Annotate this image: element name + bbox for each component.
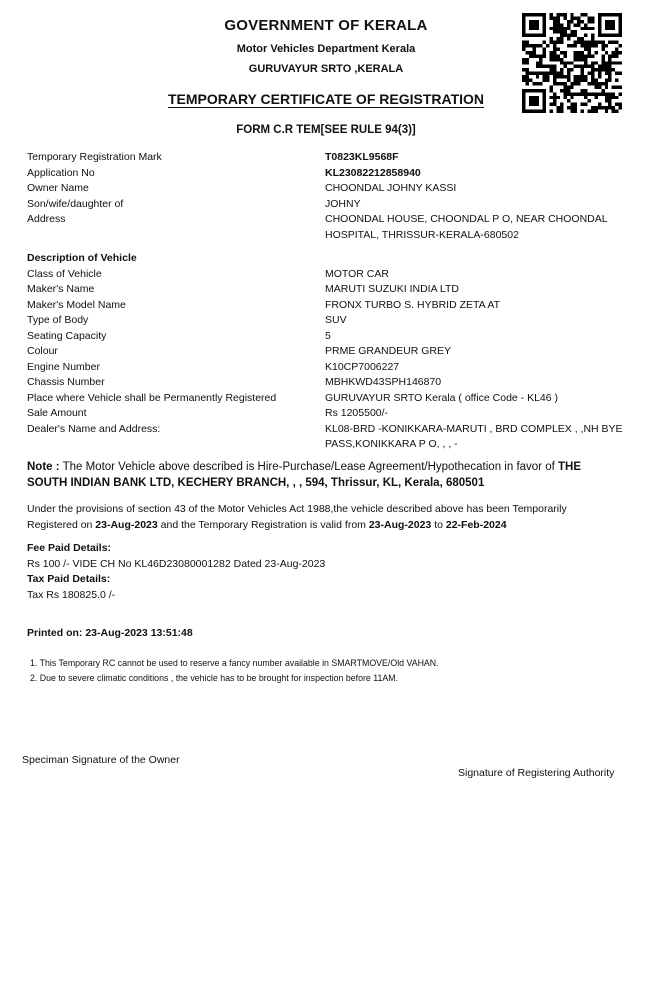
row-registration-place (27, 391, 627, 407)
remark-item: 1. This Temporary RC cannot be used to reserve a fancy number available in SMARTMOVE/Old VAHAN. (30, 658, 439, 668)
valid-from-date: 23-Aug-2023 (368, 518, 432, 531)
label-registration-mark: Temporary Registration Mark (27, 151, 162, 163)
fee-title: Fee Paid Details: (27, 542, 112, 554)
provision-text-2: and the Temporary Registration is valid from (157, 518, 369, 531)
value-registration-place: GURUVAYUR SRTO Kerala ( office Code - KL46 ) (325, 391, 559, 404)
label-application-no: Application No (27, 166, 95, 179)
registered-date: 23-Aug-2023 (95, 518, 158, 531)
label-registration-place: Place where Vehicle shall be Permanently Registered (27, 391, 277, 404)
label-chassis: Chassis Number (27, 376, 105, 388)
department-name: Motor Vehicles Department Kerala (236, 43, 416, 55)
row-class (27, 267, 627, 283)
printed-on: Printed on: 23-Aug-2023 13:51:48 (27, 627, 193, 639)
label-class: Class of Vehicle (27, 267, 102, 280)
label-address: Address (27, 213, 66, 225)
label-relation: Son/wife/daughter of (27, 197, 124, 210)
hypothecation-note (27, 459, 617, 491)
office-name: GURUVAYUR SRTO ,KERALA (248, 63, 404, 75)
label-dealer: Dealer's Name and Address: (27, 422, 161, 435)
row-owner-name (27, 181, 627, 197)
value-address: CHOONDAL HOUSE, CHOONDAL P O, NEAR CHOONDAL HOSPITAL, THRISSUR-KERALA-680502 (325, 213, 608, 241)
value-relation: JOHNY (325, 197, 361, 210)
label-maker: Maker's Name (27, 283, 95, 295)
row-seating (27, 329, 627, 345)
row-dealer (27, 422, 627, 453)
row-colour (27, 344, 627, 360)
government-heading: GOVERNMENT OF KERALA (224, 17, 428, 34)
row-registration-mark (27, 150, 627, 166)
value-class: MOTOR CAR (325, 267, 389, 280)
row-model (27, 298, 627, 314)
tax-value: Tax Rs 180825.0 /- (27, 588, 116, 601)
row-relation (27, 197, 627, 213)
certificate-title: TEMPORARY CERTIFICATE OF REGISTRATION (167, 91, 485, 107)
provision-text-3: to (431, 518, 446, 531)
note-label: Note : (27, 461, 60, 473)
vehicle-section-title: Description of Vehicle (27, 252, 137, 264)
provision-paragraph (27, 502, 617, 533)
fee-value: Rs 100 /- VIDE CH No KL46D23080001282 Dated 23-Aug-2023 (27, 557, 326, 570)
label-engine: Engine Number (27, 360, 100, 373)
value-engine: K10CP7006227 (325, 360, 400, 373)
value-maker: MARUTI SUZUKI INDIA LTD (325, 283, 459, 295)
value-seating: 5 (325, 329, 331, 342)
form-reference: FORM C.R TEM[SEE RULE 94(3)] (236, 124, 416, 136)
row-chassis (27, 375, 627, 391)
registration-details (27, 150, 627, 453)
label-model: Maker's Model Name (27, 298, 126, 311)
owner-signature-label: Speciman Signature of the Owner (22, 754, 180, 766)
tax-title: Tax Paid Details: (27, 573, 111, 585)
value-model: FRONX TURBO S. HYBRID ZETA AT (325, 298, 501, 311)
fee-section (27, 541, 617, 603)
label-owner-name: Owner Name (27, 182, 89, 194)
note-text: The Motor Vehicle above described is Hire-Purchase/Lease Agreement/Hypothecation in favor of (59, 461, 558, 473)
row-application-no (27, 166, 627, 182)
row-address (27, 212, 627, 243)
value-chassis: MBHKWD43SPH146870 (325, 376, 442, 388)
value-sale-amount: Rs 1205500/- (325, 407, 389, 419)
remarks-list (30, 656, 630, 686)
value-colour: PRME GRANDEUR GREY (325, 345, 452, 357)
provision-text-1: Under the provisions of section 43 of the Motor Vehicles Act 1988,the vehicle described above has been Temporarily Registered on (27, 503, 567, 531)
row-sale-amount (27, 406, 627, 422)
row-body-type (27, 313, 627, 329)
row-maker (27, 282, 627, 298)
label-body-type: Type of Body (27, 314, 89, 326)
remark-item: 2. Due to severe climatic conditions , the vehicle has to be brought for inspection before 11AM. (30, 673, 399, 683)
label-seating: Seating Capacity (27, 329, 107, 342)
label-sale-amount: Sale Amount (27, 407, 87, 419)
value-dealer: KL08-BRD -KONIKKARA-MARUTI , BRD COMPLEX , ,NH BYE PASS,KONIKKARA P O, , , - (325, 422, 623, 450)
qr-code (522, 13, 622, 113)
note-bank: THE SOUTH INDIAN BANK LTD, KECHERY BRANCH, , , 594, Thrissur, KL, Kerala, 680501 (27, 461, 581, 489)
valid-to-date: 22-Feb-2024 (445, 518, 507, 531)
value-body-type: SUV (325, 314, 347, 326)
value-application-no: KL23082212858940 (325, 166, 421, 179)
authority-signature-label: Signature of Registering Authority (458, 767, 615, 779)
value-registration-mark: T0823KL9568F (325, 151, 399, 163)
label-colour: Colour (27, 345, 58, 357)
row-engine (27, 360, 627, 376)
value-owner-name: CHOONDAL JOHNY KASSI (325, 182, 457, 194)
